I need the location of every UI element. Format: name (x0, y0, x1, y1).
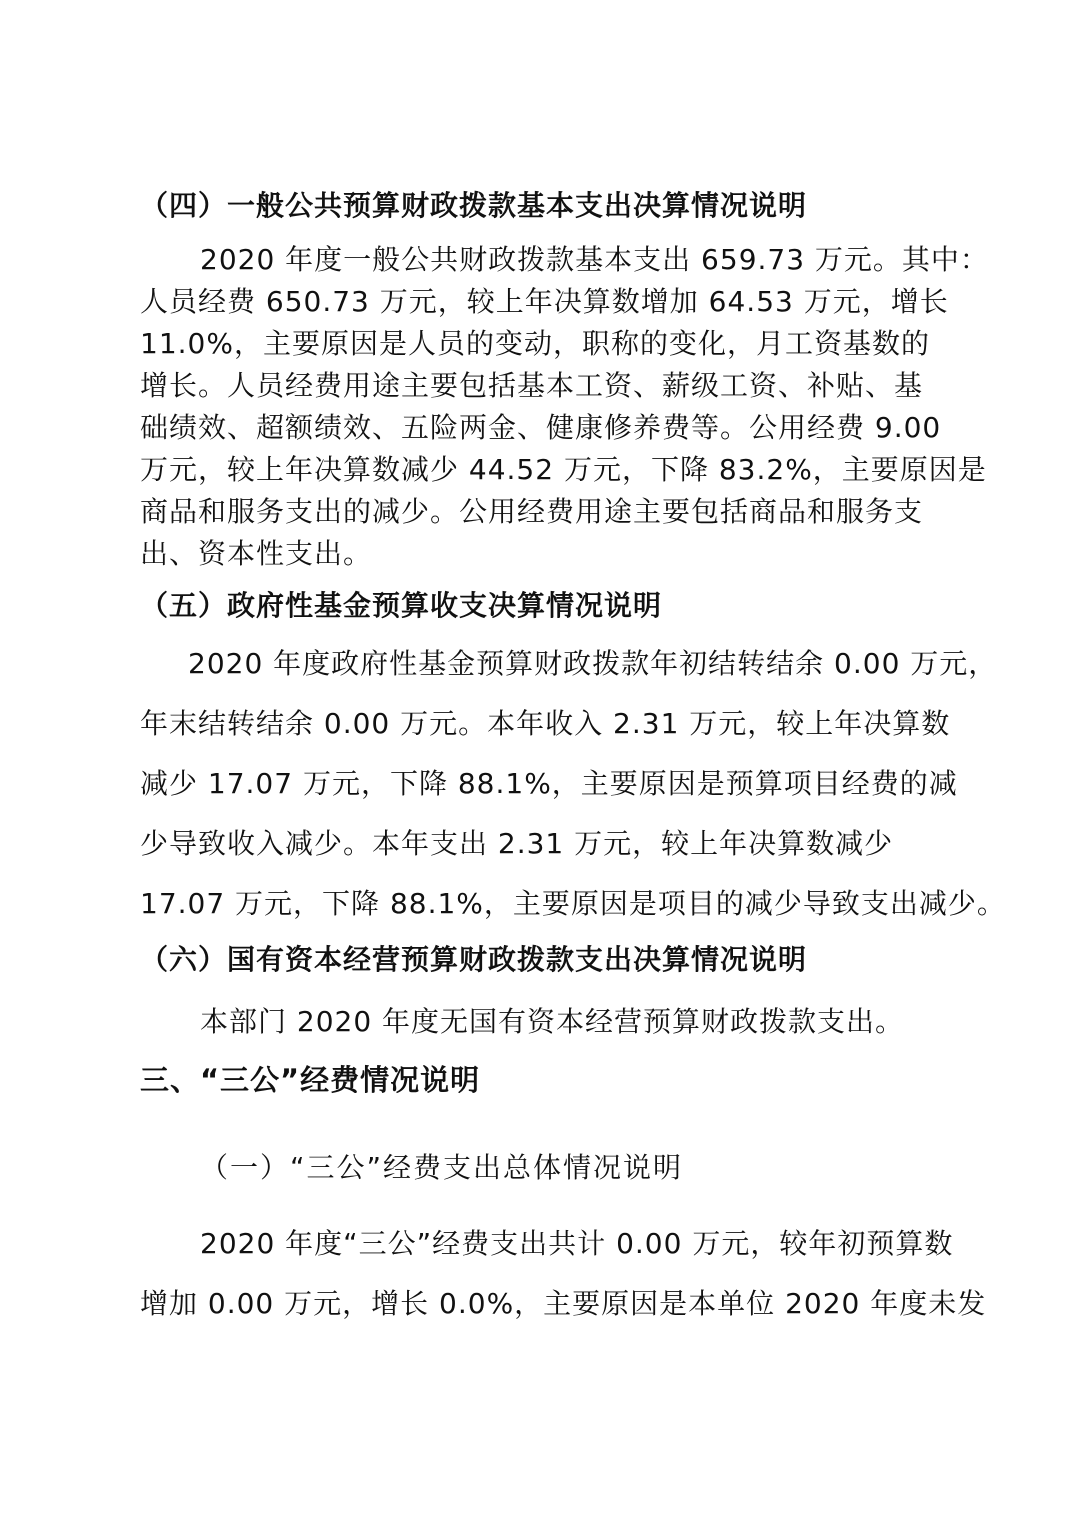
section-5-line-3: 减少 17.07 万元，下降 88.1%，主要原因是预算项目经费的减 (140, 767, 958, 800)
section-5-line-5: 17.07 万元，下降 88.1%，主要原因是项目的减少导致支出减少。 (140, 887, 1006, 920)
section-4-line-7: 商品和服务支出的减少。公用经费用途主要包括商品和服务支 (140, 495, 924, 528)
section-4-line-2: 人员经费 650.73 万元，较上年决算数增加 64.53 万元，增长 (140, 285, 949, 318)
section-6-line-1: 本部门 2020 年度无国有资本经营预算财政拨款支出。 (200, 1005, 905, 1038)
section-6-heading: （六）国有资本经营预算财政拨款支出决算情况说明 (140, 943, 808, 976)
section-4-line-6: 万元，较上年决算数减少 44.52 万元，下降 83.2%，主要原因是 (140, 453, 987, 486)
section-5-heading: （五）政府性基金预算收支决算情况说明 (140, 589, 663, 622)
section-4-line-8: 出、资本性支出。 (140, 537, 373, 570)
part-3-line-2: 增加 0.00 万元，增长 0.0%，主要原因是本单位 2020 年度未发 (140, 1287, 987, 1320)
section-4-line-5: 础绩效、超额绩效、五险两金、健康修养费等。公用经费 9.00 (140, 411, 942, 444)
section-5-line-2: 年末结转结余 0.00 万元。本年收入 2.31 万元，较上年决算数 (140, 707, 951, 740)
section-5-line-1: 2020 年度政府性基金预算财政拨款年初结转结余 0.00 万元， (188, 647, 998, 680)
section-4-line-4: 增长。人员经费用途主要包括基本工资、薪级工资、补贴、基 (140, 369, 924, 402)
part-3-title: 三、“三公”经费情况说明 (140, 1063, 481, 1097)
section-4-line-3: 11.0%，主要原因是人员的变动，职称的变化，月工资基数的 (140, 327, 930, 360)
part-3-line-1: 2020 年度“三公”经费支出共计 0.00 万元，较年初预算数 (200, 1227, 954, 1260)
section-4-heading: （四）一般公共预算财政拨款基本支出决算情况说明 (140, 189, 808, 222)
section-4-line-1: 2020 年度一般公共财政拨款基本支出 659.73 万元。其中： (200, 243, 989, 276)
part-3-sub-heading: （一）“三公”经费支出总体情况说明 (200, 1151, 684, 1184)
section-5-line-4: 少导致收入减少。本年支出 2.31 万元，较上年决算数减少 (140, 827, 894, 860)
